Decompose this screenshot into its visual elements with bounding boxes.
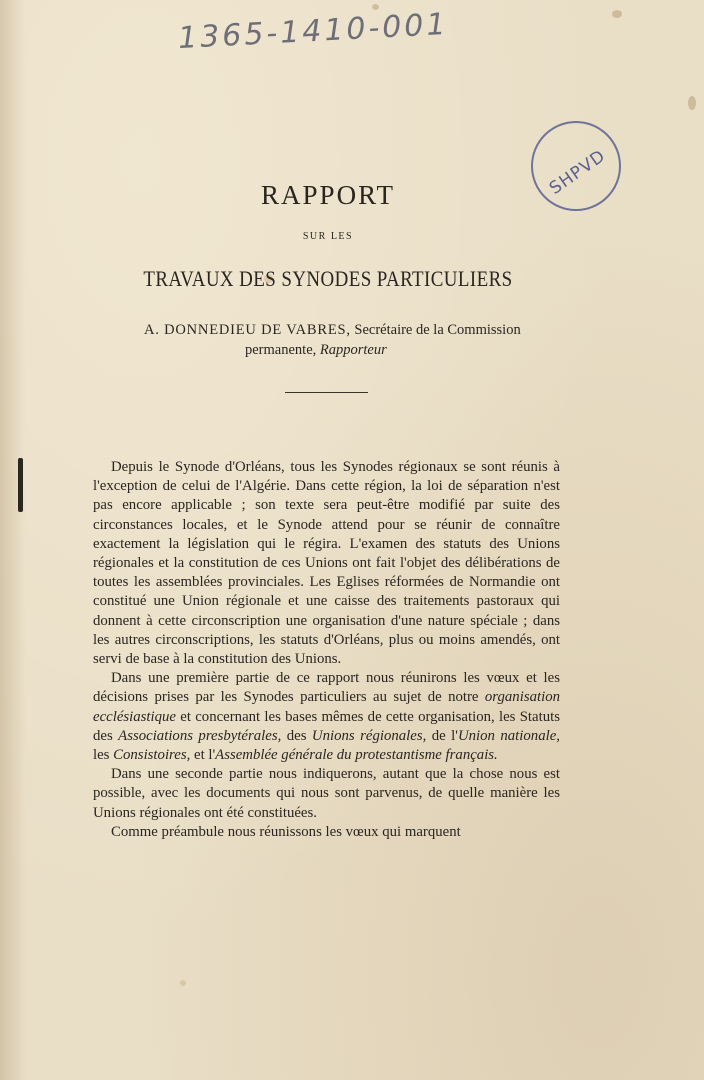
- separator-rule: [285, 392, 368, 393]
- stamp-text: SHPVD: [545, 146, 610, 199]
- paragraph-1: Depuis le Synode d'Orléans, tous les Synodes régionaux se sont réunis à l'exception de celui de l'Algérie. Dans cette région, la loi de séparation n'est pas encore applicable ; son texte sera peut-être modifié par suite des circonstances locales, et le Synode attend pour se réunir de connaître exactement la législation qui le régira. L'examen des statuts des Unions régionales et la constitution de ces Unions ont fait l'objet des délibérations de toutes les assemblées provinciales. Les Eglises réformées de Normandie ont constitué une Union régionale et une caisse des traitements pastoraux qui donnent à cette circonscription une organisation d'une nature spéciale ; dans les autres circonscriptions, les statuts d'Orléans, plus ou moins amendés, ont servi de base à la constitution des Unions.: [93, 459, 560, 668]
- pencil-shelfmark: 1365-1410-001: [177, 6, 450, 57]
- foxing-spot: [612, 10, 622, 18]
- author-role-italic: Rapporteur: [319, 342, 387, 358]
- title-connector: SUR LES: [302, 231, 354, 242]
- author-role: Secrétaire de la Commission: [350, 322, 521, 338]
- author-name: A. DONNEDIEU DE VABRES,: [144, 322, 351, 338]
- foxing-spot: [372, 4, 379, 10]
- author-line-1: [144, 320, 521, 340]
- foxing-spot: [180, 980, 186, 986]
- document-subtitle: TRAVAUX DES SYNODES PARTICULIERS: [143, 266, 513, 291]
- margin-mark: [18, 458, 23, 512]
- page-edge-shadow: [0, 0, 26, 1080]
- paragraph-4: Comme préambule nous réunissons les vœux qui marquent: [111, 823, 461, 840]
- document-title: RAPPORT: [261, 180, 395, 210]
- author-role-cont: permanente,: [245, 342, 320, 358]
- paragraph-3: Dans une seconde partie nous indiquerons, autant que la chose nous est possible, avec les documents qui nous sont parvenus, de quelle manière les Unions régionales ont été constituées.: [93, 766, 560, 821]
- author-line-2: [144, 340, 521, 360]
- paragraph-2: Dans une première partie de ce rapport nous réunirons les vœux et les décisions prises par les Synodes particuliers au sujet de notre organisation ecclésiastique et concernant les bases mêmes de cette organisation, les Statuts des Associations presbytérales, des Unions régionales, de l'Union nationale, les Consistoires, et l'Assemblée générale du protestantisme français.: [93, 670, 560, 764]
- foxing-spot: [688, 96, 696, 110]
- author-block: [144, 320, 521, 360]
- body-text: [93, 458, 560, 842]
